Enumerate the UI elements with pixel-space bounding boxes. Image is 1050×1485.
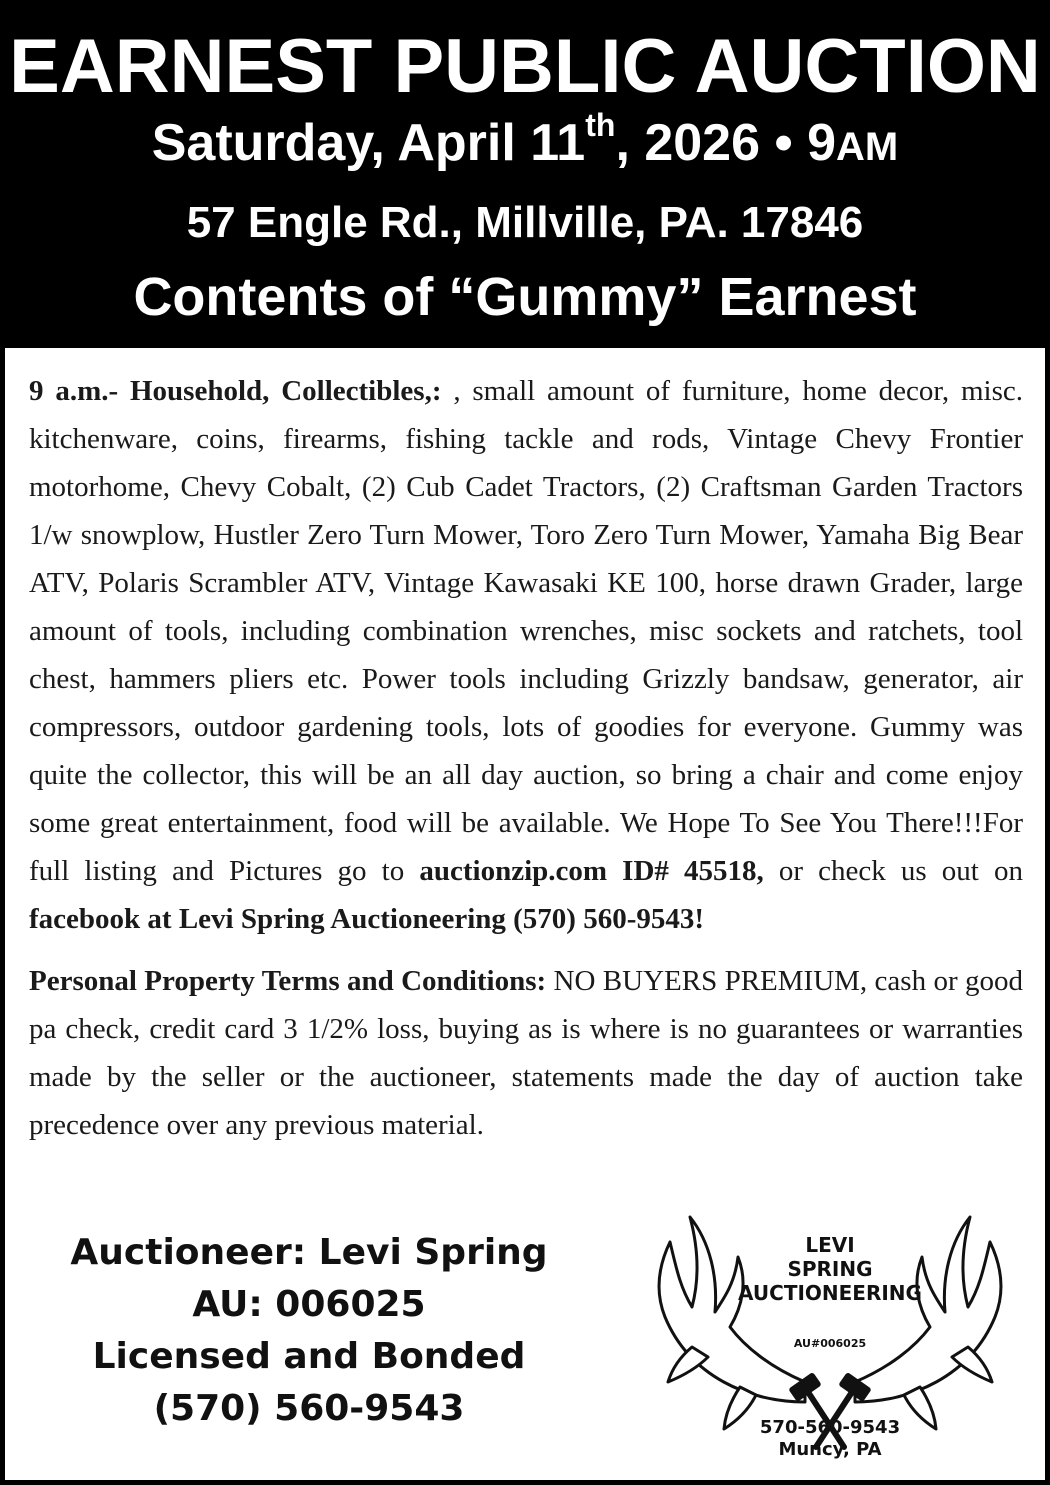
listing-text: , small amount of furniture, home decor, misc. kitchenware, coins, firearms, fishing tackle and rods, Vintage Chevy Frontier motorhome, Chevy Cobalt, (2) Cub Cadet Tractors, (2) Craftsman Garden Tractors 1/w snowplow, Hustler Zero Turn Mower, Toro Zero Turn Mower, Yamaha Big Bear ATV, Polaris Scrambler ATV, Vintage Kawasaki KE 100, horse drawn Grader, large amount of tools, including combination wrenches, misc sockets and ratchets, tool chest, hammers pliers etc. Power tools including Grizzly bandsaw, generator, air compressors, outdoor gardening tools, lots of goodies for everyone. Gummy was quite the collector, this will be an all day auction, so bring a chair and come enjoy some great entertainment, food will be available. We Hope To See You There!!!For full listing and Pictures go to (29, 375, 1023, 887)
auctioneer-name: Auctioneer: Levi Spring (70, 1232, 548, 1273)
flyer-body (29, 367, 1023, 1163)
logo-line3: AUCTIONEERING (738, 1281, 922, 1305)
auction-address: 57 Engle Rd., Millville, PA. 17846 (186, 198, 864, 247)
listing-lead: 9 a.m.- Household, Collectibles,: (29, 375, 442, 407)
logo-phone: 570-560-9543 (759, 1417, 901, 1438)
listing-site: auctionzip.com ID# 45518, (419, 855, 764, 887)
listing-facebook: facebook at Levi Spring Auctioneering (570) 560-9543! (29, 903, 705, 935)
terms-text: NO BUYERS PREMIUM, cash or good pa check, credit card 3 1/2% loss, buying as is where is no guarantees or warranties made by the seller or the auctioneer, statements made the day of auction take precedence over any previous material. (29, 965, 1023, 1141)
auctioneer-license: AU: 006025 (192, 1284, 426, 1325)
logo-au-number: AU#006025 (793, 1337, 867, 1350)
time-ampm: AM (836, 125, 899, 169)
logo-location: Muncy, PA (778, 1439, 882, 1460)
auctioneer-phone: (570) 560-9543 (153, 1388, 465, 1429)
date-suffix: th (585, 106, 616, 143)
listing-paragraph (29, 367, 1023, 943)
date-rest: , 2026 • 9 (615, 114, 837, 172)
logo-line2: SPRING (787, 1257, 873, 1281)
terms-paragraph (29, 957, 1023, 1149)
auctioneering-logo (630, 1197, 1030, 1477)
flyer-header (5, 5, 1045, 348)
date-prefix: Saturday, April 11 (151, 114, 586, 172)
auctioneer-info (29, 1227, 589, 1435)
auction-contents-title: Contents of “Gummy” Earnest (133, 267, 917, 327)
listing-mid: or check us out on (763, 855, 1023, 887)
logo-line1: LEVI (805, 1233, 855, 1257)
auction-date (5, 106, 1045, 177)
terms-heading: Personal Property Terms and Conditions: (29, 965, 547, 997)
auction-title: EARNEST PUBLIC AUCTION (9, 24, 1041, 109)
auctioneer-bonded: Licensed and Bonded (92, 1336, 526, 1377)
